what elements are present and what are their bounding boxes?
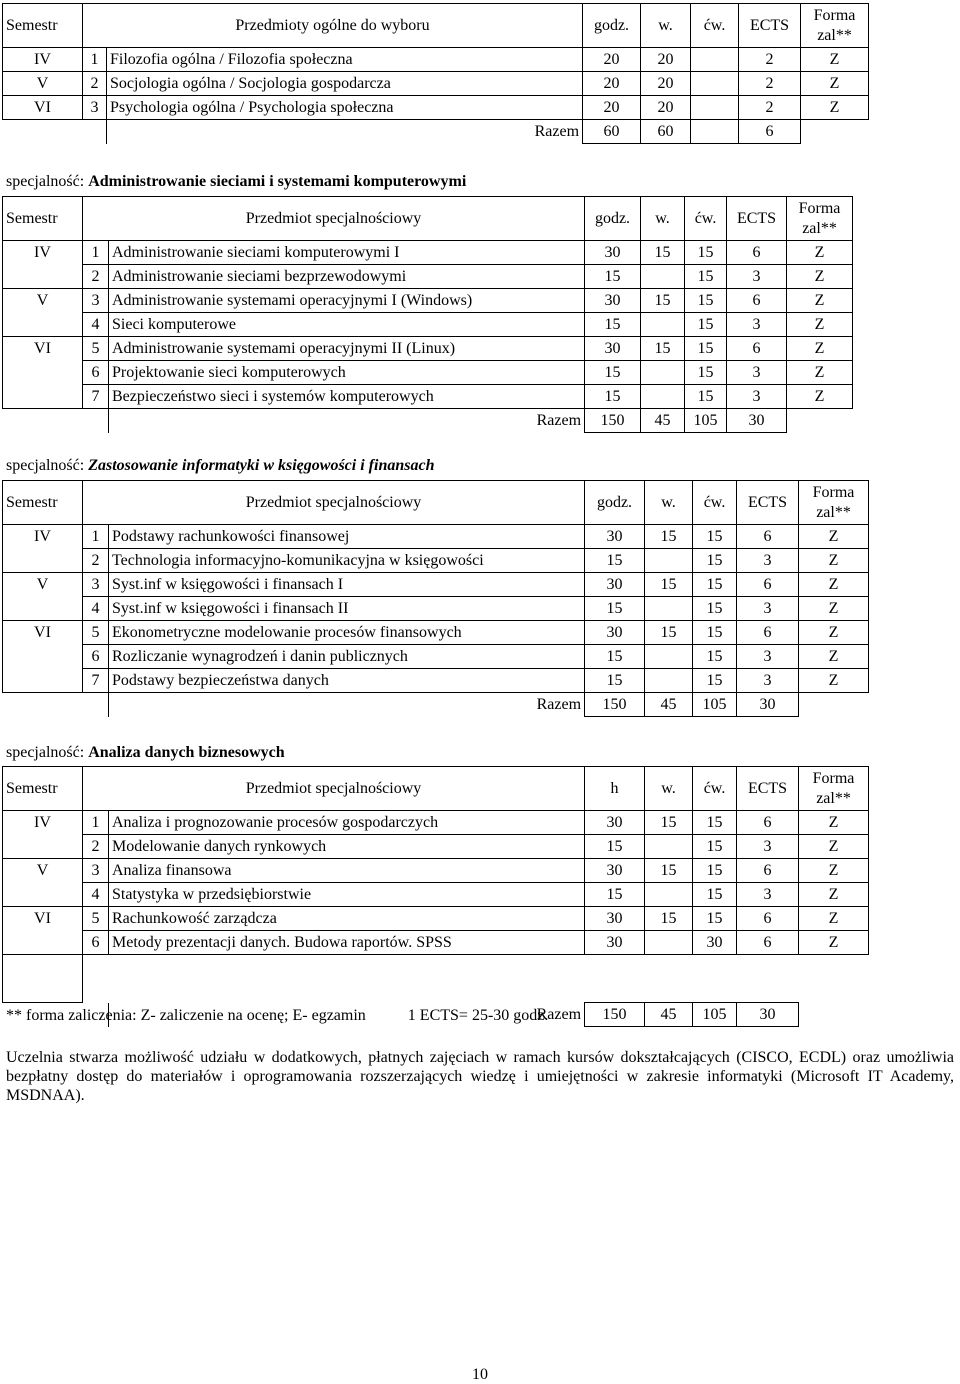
row-number-cell: 2: [83, 549, 109, 573]
exercise-cell: 15: [693, 597, 737, 621]
exercise-cell: 15: [693, 859, 737, 883]
hours-cell: 20: [583, 72, 641, 96]
col-cw: ćw.: [685, 197, 727, 241]
lecture-cell: [641, 313, 685, 337]
lecture-cell: 15: [641, 289, 685, 313]
exercise-cell: [691, 96, 739, 120]
lecture-cell: [645, 931, 693, 955]
footnote-ects: 1 ECTS= 25-30 godz.: [407, 1007, 549, 1024]
semester-cell: IV: [3, 241, 83, 265]
semester-cell: [3, 883, 83, 907]
hours-cell: 15: [585, 549, 645, 573]
semester-cell: V: [3, 72, 83, 96]
hours-cell: 30: [585, 337, 641, 361]
total-row: [3, 693, 869, 717]
exercise-cell: 15: [685, 313, 727, 337]
col-w: w.: [641, 197, 685, 241]
exercise-cell: 15: [693, 669, 737, 693]
form-cell: Z: [799, 859, 869, 883]
col-semestr: Semestr: [3, 197, 83, 241]
form-cell: Z: [787, 289, 853, 313]
col-forma: Forma zal**: [799, 767, 869, 811]
hours-cell: 30: [585, 289, 641, 313]
lecture-cell: [645, 549, 693, 573]
table-row: [3, 859, 869, 883]
info-paragraph: Uczelnia stwarza możliwość udziału w dodatkowych, płatnych zajęciach w ramach kursów dokształcających (CISCO, ECDL) oraz umożliwia bezpłatny dostęp do materiałów i oprogramowania rozszerzających wiedzę i umiejętności w zakresie informatyki (Microsoft IT Academy, MSDNAA).: [6, 1049, 954, 1104]
row-number-cell: 1: [83, 811, 109, 835]
ects-cell: 6: [727, 289, 787, 313]
form-cell: Z: [799, 669, 869, 693]
total-ects: 30: [737, 1003, 799, 1027]
hours-cell: 30: [585, 811, 645, 835]
hours-cell: 15: [585, 361, 641, 385]
total-w: 45: [645, 1003, 693, 1027]
table-row: [3, 621, 869, 645]
row-number-cell: 6: [83, 931, 109, 955]
exercise-cell: 30: [693, 931, 737, 955]
specialization-heading-b: specjalność: Zastosowanie informatyki w księgowości i finansach: [6, 457, 435, 474]
form-cell: Z: [799, 597, 869, 621]
ects-cell: 3: [727, 313, 787, 337]
semester-cell: [3, 265, 83, 289]
subject-name-cell: Modelowanie danych rynkowych: [109, 835, 585, 859]
table-row: [3, 289, 853, 313]
total-label: Razem: [109, 409, 585, 433]
form-cell: Z: [787, 265, 853, 289]
total-cw: 105: [685, 409, 727, 433]
semester-cell: V: [3, 289, 83, 313]
hours-cell: 30: [585, 573, 645, 597]
row-number-cell: 3: [83, 573, 109, 597]
semester-cell: VI: [3, 621, 83, 645]
total-w: 60: [641, 120, 691, 144]
col-godz: godz.: [585, 481, 645, 525]
row-number-cell: 2: [83, 265, 109, 289]
row-number-cell: 5: [83, 621, 109, 645]
form-cell: Z: [787, 241, 853, 265]
semester-cell: V: [3, 859, 83, 883]
table-row: [3, 48, 869, 72]
total-row: [3, 409, 853, 433]
footnote: [6, 1007, 548, 1025]
subject-name-cell: Administrowanie systemami operacyjnymi II (Linux): [109, 337, 585, 361]
total-cw: 105: [693, 693, 737, 717]
ects-cell: 3: [727, 265, 787, 289]
lecture-cell: [641, 361, 685, 385]
subject-name-cell: Administrowanie sieciami bezprzewodowymi: [109, 265, 585, 289]
row-number-cell: 4: [83, 313, 109, 337]
total-godz: 150: [585, 693, 645, 717]
lecture-cell: 15: [645, 573, 693, 597]
total-godz: 150: [585, 1003, 645, 1027]
form-cell: Z: [799, 907, 869, 931]
row-number-cell: 7: [83, 669, 109, 693]
ects-cell: 6: [727, 337, 787, 361]
lecture-cell: [645, 597, 693, 621]
specialization-name: Zastosowanie informatyki w księgowości i finansach: [88, 457, 435, 474]
form-cell: Z: [799, 931, 869, 955]
subject-name-cell: Metody prezentacji danych. Budowa raportów. SPSS: [109, 931, 585, 955]
col-ects: ECTS: [737, 481, 799, 525]
col-godz: h: [585, 767, 645, 811]
row-number-cell: 4: [83, 597, 109, 621]
subject-name-cell: Administrowanie systemami operacyjnymi I (Windows): [109, 289, 585, 313]
semester-cell: [3, 669, 83, 693]
lecture-cell: [641, 385, 685, 409]
total-w: 45: [641, 409, 685, 433]
exercise-cell: 15: [685, 289, 727, 313]
semester-cell: VI: [3, 96, 83, 120]
exercise-cell: 15: [693, 573, 737, 597]
exercise-cell: 15: [685, 241, 727, 265]
semester-cell: IV: [3, 48, 83, 72]
form-cell: Z: [799, 621, 869, 645]
col-ects: ECTS: [727, 197, 787, 241]
row-number-cell: 5: [83, 337, 109, 361]
col-subject: Przedmiot specjalnościowy: [83, 197, 585, 241]
lecture-cell: [645, 645, 693, 669]
specialization-heading-a: specjalność: Administrowanie sieciami i systemami komputerowymi: [6, 173, 467, 190]
ects-cell: 6: [737, 811, 799, 835]
total-ects: 30: [727, 409, 787, 433]
table-row: [3, 883, 869, 907]
form-cell: Z: [799, 811, 869, 835]
table-row: [3, 573, 869, 597]
exercise-cell: 15: [693, 549, 737, 573]
lecture-cell: [645, 835, 693, 859]
exercise-cell: 15: [693, 883, 737, 907]
semester-cell: VI: [3, 337, 83, 361]
table-row: [3, 645, 869, 669]
form-cell: Z: [799, 549, 869, 573]
semester-cell: IV: [3, 811, 83, 835]
hours-cell: 15: [585, 883, 645, 907]
semester-cell: [3, 549, 83, 573]
semester-cell: VI: [3, 907, 83, 931]
subject-name-cell: Syst.inf w księgowości i finansach I: [109, 573, 585, 597]
lecture-cell: 15: [645, 621, 693, 645]
ects-cell: 3: [737, 549, 799, 573]
exercise-cell: 15: [693, 525, 737, 549]
col-w: w.: [645, 481, 693, 525]
ects-cell: 6: [737, 573, 799, 597]
total-cw: [691, 120, 739, 144]
exercise-cell: 15: [693, 835, 737, 859]
lecture-cell: 20: [641, 72, 691, 96]
ects-cell: 2: [739, 72, 801, 96]
semester-cell: [3, 645, 83, 669]
row-number-cell: 6: [83, 645, 109, 669]
hours-cell: 15: [585, 645, 645, 669]
total-label: Razem: [107, 120, 583, 144]
specialization-table-a: [2, 196, 853, 433]
subject-name-cell: Analiza i prognozowanie procesów gospodarczych: [109, 811, 585, 835]
subject-name-cell: Ekonometryczne modelowanie procesów finansowych: [109, 621, 585, 645]
semester-cell: [3, 313, 83, 337]
ects-cell: 3: [737, 669, 799, 693]
form-cell: Z: [799, 573, 869, 597]
table-row: [3, 907, 869, 931]
ects-cell: 3: [737, 835, 799, 859]
table-row: [3, 337, 853, 361]
lecture-cell: 15: [645, 859, 693, 883]
subject-name-cell: Technologia informacyjno-komunikacyjna w księgowości: [109, 549, 585, 573]
lecture-cell: [641, 265, 685, 289]
table-header-row: [3, 481, 869, 525]
table-row: [3, 931, 869, 955]
hours-cell: 15: [585, 385, 641, 409]
row-number-cell: 2: [83, 835, 109, 859]
subject-name-cell: Projektowanie sieci komputerowych: [109, 361, 585, 385]
col-subject: Przedmiot specjalnościowy: [83, 767, 585, 811]
col-semestr: Semestr: [3, 481, 83, 525]
subject-name-cell: Administrowanie sieciami komputerowymi I: [109, 241, 585, 265]
specialization-name: Analiza danych biznesowych: [88, 744, 285, 761]
exercise-cell: 15: [693, 645, 737, 669]
table-header-row: [3, 197, 853, 241]
table-row: [3, 265, 853, 289]
hours-cell: 15: [585, 669, 645, 693]
hours-cell: 20: [583, 96, 641, 120]
table-row: [3, 669, 869, 693]
row-number-cell: 1: [83, 48, 107, 72]
total-cw: 105: [693, 1003, 737, 1027]
semester-cell: [3, 385, 83, 409]
specialization-table-c: [2, 766, 869, 1027]
col-forma: Forma zal**: [787, 197, 853, 241]
lecture-cell: 20: [641, 96, 691, 120]
form-cell: Z: [799, 525, 869, 549]
lecture-cell: 15: [645, 811, 693, 835]
subject-name-cell: Rozliczanie wynagrodzeń i danin publicznych: [109, 645, 585, 669]
semester-cell: [3, 835, 83, 859]
hours-cell: 30: [585, 907, 645, 931]
semester-cell: [3, 597, 83, 621]
form-cell: Z: [787, 313, 853, 337]
ects-cell: 6: [737, 907, 799, 931]
exercise-cell: 15: [685, 265, 727, 289]
exercise-cell: [691, 48, 739, 72]
form-cell: Z: [799, 835, 869, 859]
lecture-cell: 20: [641, 48, 691, 72]
subject-name-cell: Syst.inf w księgowości i finansach II: [109, 597, 585, 621]
lecture-cell: 15: [645, 907, 693, 931]
total-godz: 60: [583, 120, 641, 144]
row-number-cell: 2: [83, 72, 107, 96]
semester-cell: V: [3, 573, 83, 597]
exercise-cell: [691, 72, 739, 96]
subject-name-cell: Podstawy bezpieczeństwa danych: [109, 669, 585, 693]
total-ects: 6: [739, 120, 801, 144]
specialization-name: Administrowanie sieciami i systemami komputerowymi: [88, 173, 467, 190]
row-number-cell: 5: [83, 907, 109, 931]
hours-cell: 20: [583, 48, 641, 72]
table-row: [3, 72, 869, 96]
col-godz: godz.: [585, 197, 641, 241]
form-cell: Z: [799, 883, 869, 907]
table-row: [3, 597, 869, 621]
exercise-cell: 15: [685, 337, 727, 361]
col-ects: ECTS: [739, 4, 801, 48]
form-cell: Z: [787, 337, 853, 361]
form-cell: Z: [801, 48, 869, 72]
lecture-cell: [645, 883, 693, 907]
col-cw: ćw.: [693, 767, 737, 811]
form-cell: Z: [801, 96, 869, 120]
row-number-cell: 4: [83, 883, 109, 907]
ects-cell: 2: [739, 96, 801, 120]
subject-name-cell: Psychologia ogólna / Psychologia społeczna: [107, 96, 583, 120]
col-semestr: Semestr: [3, 4, 83, 48]
col-subject: Przedmioty ogólne do wyboru: [83, 4, 583, 48]
ects-cell: 6: [737, 621, 799, 645]
lecture-cell: [645, 669, 693, 693]
page-number: 10: [472, 1366, 488, 1383]
semester-cell: [3, 361, 83, 385]
ects-cell: 3: [737, 883, 799, 907]
hours-cell: 30: [585, 525, 645, 549]
lecture-cell: 15: [641, 337, 685, 361]
lecture-cell: 15: [641, 241, 685, 265]
col-w: w.: [645, 767, 693, 811]
exercise-cell: 15: [693, 621, 737, 645]
general-subjects-table: [2, 3, 869, 144]
semester-cell: [3, 931, 83, 955]
subject-name-cell: Statystyka w przedsiębiorstwie: [109, 883, 585, 907]
table-row: [3, 549, 869, 573]
row-number-cell: 3: [83, 96, 107, 120]
col-forma: Forma zal**: [801, 4, 869, 48]
table-row: [3, 835, 869, 859]
subject-name-cell: Socjologia ogólna / Socjologia gospodarcza: [107, 72, 583, 96]
form-cell: Z: [801, 72, 869, 96]
total-label: Razem: [109, 693, 585, 717]
exercise-cell: 15: [693, 907, 737, 931]
form-cell: Z: [799, 645, 869, 669]
col-godz: godz.: [583, 4, 641, 48]
row-number-cell: 7: [83, 385, 109, 409]
subject-name-cell: Filozofia ogólna / Filozofia społeczna: [107, 48, 583, 72]
subject-name-cell: Podstawy rachunkowości finansowej: [109, 525, 585, 549]
col-cw: ćw.: [693, 481, 737, 525]
form-cell: Z: [787, 385, 853, 409]
hours-cell: 15: [585, 835, 645, 859]
total-godz: 150: [585, 409, 641, 433]
table-row: [3, 811, 869, 835]
total-w: 45: [645, 693, 693, 717]
table-header-row: [3, 4, 869, 48]
empty-row: [3, 955, 869, 1003]
table-row: [3, 385, 853, 409]
footnote-legend: ** forma zaliczenia: Z- zaliczenie na ocenę; E- egzamin: [6, 1007, 366, 1024]
table-header-row: [3, 767, 869, 811]
exercise-cell: 15: [685, 361, 727, 385]
hours-cell: 15: [585, 597, 645, 621]
hours-cell: 30: [585, 621, 645, 645]
ects-cell: 2: [739, 48, 801, 72]
form-cell: Z: [787, 361, 853, 385]
col-w: w.: [641, 4, 691, 48]
ects-cell: 3: [727, 385, 787, 409]
subject-name-cell: Bezpieczeństwo sieci i systemów komputerowych: [109, 385, 585, 409]
table-row: [3, 96, 869, 120]
row-number-cell: 3: [83, 289, 109, 313]
hours-cell: 15: [585, 313, 641, 337]
row-number-cell: 3: [83, 859, 109, 883]
col-forma: Forma zal**: [799, 481, 869, 525]
ects-cell: 3: [727, 361, 787, 385]
hours-cell: 15: [585, 265, 641, 289]
ects-cell: 6: [727, 241, 787, 265]
total-label: Razem: [109, 1003, 585, 1027]
total-row: [3, 120, 869, 144]
hours-cell: 30: [585, 859, 645, 883]
col-semestr: Semestr: [3, 767, 83, 811]
row-number-cell: 1: [83, 241, 109, 265]
subject-name-cell: Rachunkowość zarządcza: [109, 907, 585, 931]
col-subject: Przedmiot specjalnościowy: [83, 481, 585, 525]
col-cw: ćw.: [691, 4, 739, 48]
lecture-cell: 15: [645, 525, 693, 549]
table-row: [3, 313, 853, 337]
ects-cell: 3: [737, 645, 799, 669]
specialization-heading-c: specjalność: Analiza danych biznesowych: [6, 744, 285, 761]
table-row: [3, 361, 853, 385]
subject-name-cell: Sieci komputerowe: [109, 313, 585, 337]
hours-cell: 30: [585, 241, 641, 265]
total-ects: 30: [737, 693, 799, 717]
col-ects: ECTS: [737, 767, 799, 811]
row-number-cell: 6: [83, 361, 109, 385]
exercise-cell: 15: [685, 385, 727, 409]
hours-cell: 30: [585, 931, 645, 955]
ects-cell: 6: [737, 931, 799, 955]
ects-cell: 6: [737, 859, 799, 883]
table-row: [3, 241, 853, 265]
exercise-cell: 15: [693, 811, 737, 835]
row-number-cell: 1: [83, 525, 109, 549]
specialization-table-b: [2, 480, 869, 717]
table-row: [3, 525, 869, 549]
ects-cell: 3: [737, 597, 799, 621]
subject-name-cell: Analiza finansowa: [109, 859, 585, 883]
ects-cell: 6: [737, 525, 799, 549]
semester-cell: IV: [3, 525, 83, 549]
